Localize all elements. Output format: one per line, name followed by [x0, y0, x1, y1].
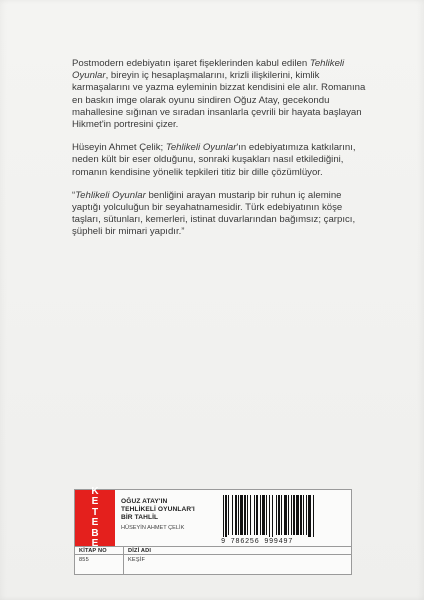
series-label: DİZİ ADI — [128, 548, 152, 554]
book-title-line-3: BİR TAHLİL — [121, 514, 159, 521]
blurb-paragraph-1 — [72, 58, 372, 131]
blurb-p2-text-a: Hüseyin Ahmet Çelik; — [72, 142, 166, 154]
book-no-value: 855 — [79, 557, 89, 563]
series-value: KEŞİF — [128, 557, 146, 563]
blurb-text — [72, 58, 372, 250]
barcode — [219, 493, 347, 537]
book-no-label: KİTAP NO — [79, 548, 107, 554]
info-box-column-divider — [123, 546, 124, 574]
blurb-p3-quote-open: “ — [72, 189, 76, 201]
blurb-p3-book-title: Tehlikeli Oyunlar — [75, 189, 146, 201]
blurb-p3-text-c: benliğini arayan mustarip bir ruhun iç alemine yaptığı yolculuğun bir seyahatnamesidir. Türk edebiyatının köşe taşları, sütunları, kemerleri, istinat duvarlarından bağımsız; çarpıcı, şüpheli bir mimari yapıdır.” — [72, 189, 356, 238]
blurb-p2-text-c: 'ın edebiyatımıza katkılarını, neden kült bir eser olduğunu, sonraki kuşakları nasıl etkilediğini, romanın kendisine yönelik tepkileri titiz bir dille çözümlüyor. — [72, 142, 356, 178]
blurb-p1-book-title: Tehlikeli Oyunlar — [72, 58, 345, 82]
publisher-logo — [75, 485, 115, 549]
book-title-line-2: TEHLİKELİ OYUNLAR'I — [121, 506, 195, 513]
blurb-p1-text-a: Postmodern edebiyatın işaret fişeklerinden kabul edilen — [72, 58, 310, 69]
logo-letter: E — [91, 496, 99, 507]
logo-letter: E — [91, 538, 99, 549]
info-box-divider — [75, 554, 351, 555]
logo-letter: E — [91, 517, 99, 528]
blurb-paragraph-3 — [72, 190, 372, 239]
isbn-number: 9 786256 999497 — [221, 538, 294, 546]
publisher-info-box — [74, 485, 352, 575]
info-box-divider — [75, 546, 351, 547]
blurb-p1-text-c: , bireyin iç hesaplaşmalarını, krizli ilişkilerini, kimlik karmaşalarını ve yazma eyleminin bizzat kendisini ele alır. Romanına en baskın imge olarak oyunu sindiren Oğuz Atay, gecekondu mahallesine sığınan ve sıradan insanlarla çevrili bir hayata başlayan Hikmet'in portresini çizer. — [72, 70, 366, 131]
blurb-paragraph-2 — [72, 142, 372, 179]
book-author: HÜSEYİN AHMET ÇELİK — [121, 525, 185, 531]
logo-letter: B — [91, 527, 99, 539]
book-title-block — [121, 498, 217, 532]
blurb-p2-book-title: Tehlikeli Oyunlar — [165, 142, 237, 154]
logo-letter: T — [91, 506, 99, 518]
book-title-line-1: OĞUZ ATAY'IN — [121, 498, 168, 505]
logo-letter: K — [91, 485, 99, 497]
